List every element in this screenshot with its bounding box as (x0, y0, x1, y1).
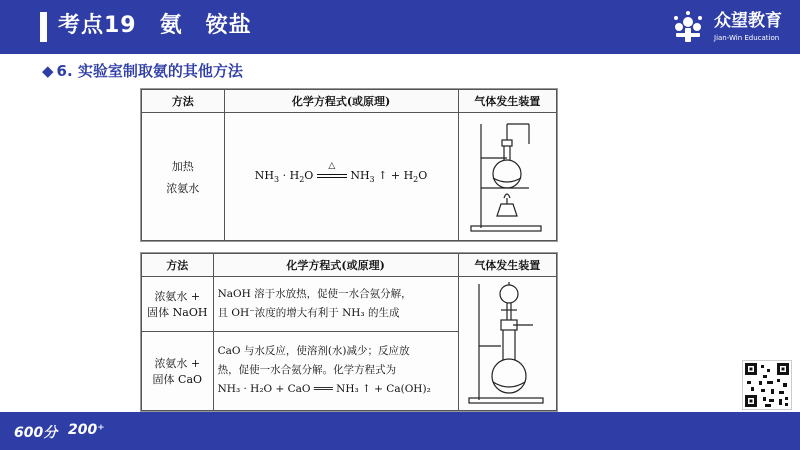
section-heading (42, 60, 243, 82)
table2-header-equation: 化学方程式(或原理) (213, 254, 458, 277)
table1-method-line1: 加热 (171, 159, 194, 173)
table2-header-method: 方法 (142, 254, 214, 277)
table2-row2-desc-cell (213, 331, 458, 410)
table2-row2-desc-line1: CaO 与水反应，使溶剂(水)减少；反应放 (217, 345, 410, 358)
title-accent-bar (40, 12, 47, 42)
brand-emblem-icon (668, 8, 708, 48)
ammonia-decomposition-equation: $NH_3 \cdot H_2O$ △ $NH_3$ ↑ + $H_2O$ (254, 160, 428, 185)
table2-apparatus-cell (458, 277, 556, 411)
table1-method-line2: 浓氨水 (166, 181, 200, 195)
table2-row2-desc-line3: NH₃ · H₂O + CaO ═══ NH₃ ↑ + Ca(OH)₂ (217, 383, 431, 396)
table2-row1-desc-line1: NaOH 溶于水放热，促使一水合氨分解， (217, 287, 412, 300)
dropping-funnel-apparatus-icon (467, 278, 547, 406)
table2-row1-desc-line2: 且 OH⁻浓度的增大有利于 NH₃ 的生成 (217, 306, 400, 319)
qr-code-icon (742, 360, 792, 410)
qr-pattern (743, 361, 791, 409)
footer-bar (0, 412, 800, 450)
table1-header-method: 方法 (142, 90, 225, 113)
diamond-bullet-icon: ◆ (42, 62, 54, 80)
heating-arrow (317, 160, 347, 178)
footer-mark-600: 600分 (14, 425, 58, 441)
table1-equation-cell (224, 113, 458, 241)
table2-row2-method-line2: 固体 CaO (152, 372, 203, 386)
page-title: 考点19 氨 铵盐 (58, 13, 252, 38)
table2-row2-method-line1: 浓氨水 + (154, 356, 201, 370)
table1-header-apparatus: 气体发生装置 (458, 90, 556, 113)
table1-apparatus-cell (458, 113, 556, 241)
table2-row1-method-line1: 浓氨水 + (154, 289, 201, 303)
heat-triangle-icon: △ (328, 160, 336, 171)
section-title: 6. 实验室制取氨的其他方法 (56, 62, 243, 80)
header-bar (0, 0, 800, 54)
table2-row1-method-cell (142, 277, 214, 332)
brand-name: 众望教育 (714, 11, 782, 31)
brand-logo (668, 8, 788, 48)
footer-mark-200: 200⁺ (68, 422, 105, 438)
method-table-1 (140, 88, 558, 242)
table2-header-apparatus: 气体发生装置 (458, 254, 556, 277)
method-table-2 (140, 252, 558, 412)
table1-method-cell (142, 113, 225, 241)
heating-flask-apparatus-icon (467, 116, 547, 234)
table2-row1-method-line2: 固体 NaOH (147, 305, 208, 319)
table2-row2-desc-line2: 热，促使一水合氨分解。化学方程式为 (217, 364, 397, 377)
table2-row2-method-cell (142, 331, 214, 410)
brand-subtitle: Jian-Win Education (714, 34, 780, 42)
table1-header-equation: 化学方程式(或原理) (224, 90, 458, 113)
table2-row1-desc-cell (213, 277, 458, 332)
